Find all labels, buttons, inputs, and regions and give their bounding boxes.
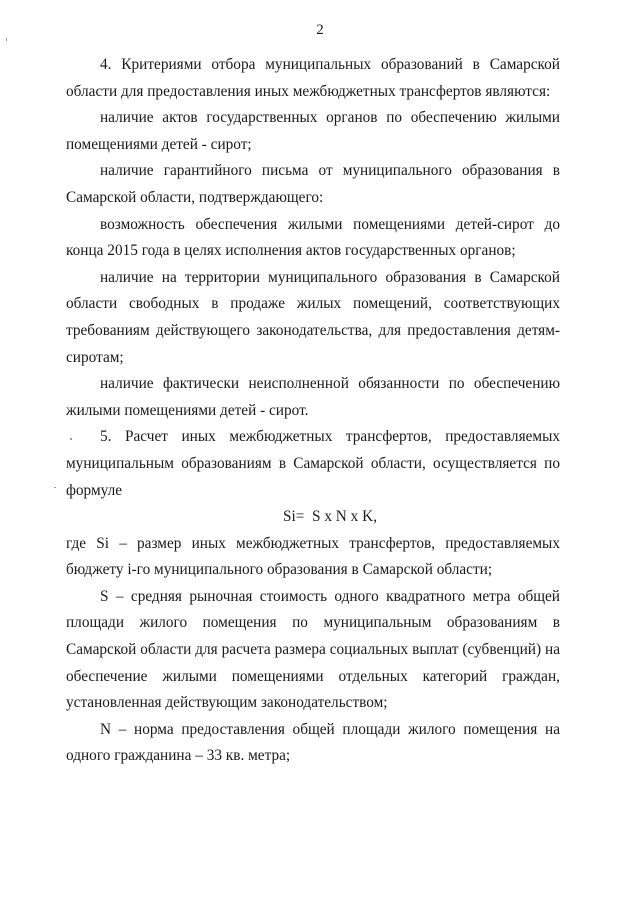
definition-n: N – норма предоставления общей площади жилого помещения на одного гражданина – 33 кв. метра; xyxy=(66,720,560,765)
document-body xyxy=(66,52,560,770)
paragraph-guarantee-letter: наличие гарантийного письма от муниципального образования в Самарской области, подтверждающего: xyxy=(66,162,560,206)
paragraph-unfulfilled-obligation: наличие фактически неисполненной обязанности по обеспечению жилыми помещениями детей - сирот. xyxy=(66,375,560,419)
paragraph-criteria: 4. Критериями отбора муниципальных образований в Самарской области для предоставления иных межбюджетных трансфертов являются: xyxy=(66,56,560,100)
paragraph-acts: наличие актов государственных органов по обеспечению жилыми помещениями детей - сирот; xyxy=(66,109,560,153)
paragraph-calculation: 5. Расчет иных межбюджетных трансфертов, предоставляемых муниципальным образованиям в Самарской области, осуществляется по формуле xyxy=(66,428,560,499)
page-number: 2 xyxy=(316,22,324,38)
paragraph-housing-availability: наличие на территории муниципального образования в Самарской области свободных в продаже жилых помещений, соответствующих требованиям действующего законодательства, для предоставления детям-сиротам; xyxy=(66,268,560,366)
scan-mark xyxy=(6,38,7,41)
paragraph-possibility: возможность обеспечения жилыми помещениями детей-сирот до конца 2015 года в целях исполнения актов государственных органов; xyxy=(66,215,560,260)
scan-mark xyxy=(54,487,56,488)
definition-s: S – средняя рыночная стоимость одного квадратного метра общей площади жилого помещения по муниципальным образованиям в Самарской области для расчета размера социальных выплат (субвенций) на обеспечение жилыми помещениями отдельных категорий граждан, установленная действующим законодательством; xyxy=(66,587,560,712)
formula: Si= S x N x K, xyxy=(282,508,378,526)
definition-si: где Si – размер иных межбюджетных трансфертов, предоставляемых бюджету i-го муниципального образования в Самарской области; xyxy=(66,534,560,579)
